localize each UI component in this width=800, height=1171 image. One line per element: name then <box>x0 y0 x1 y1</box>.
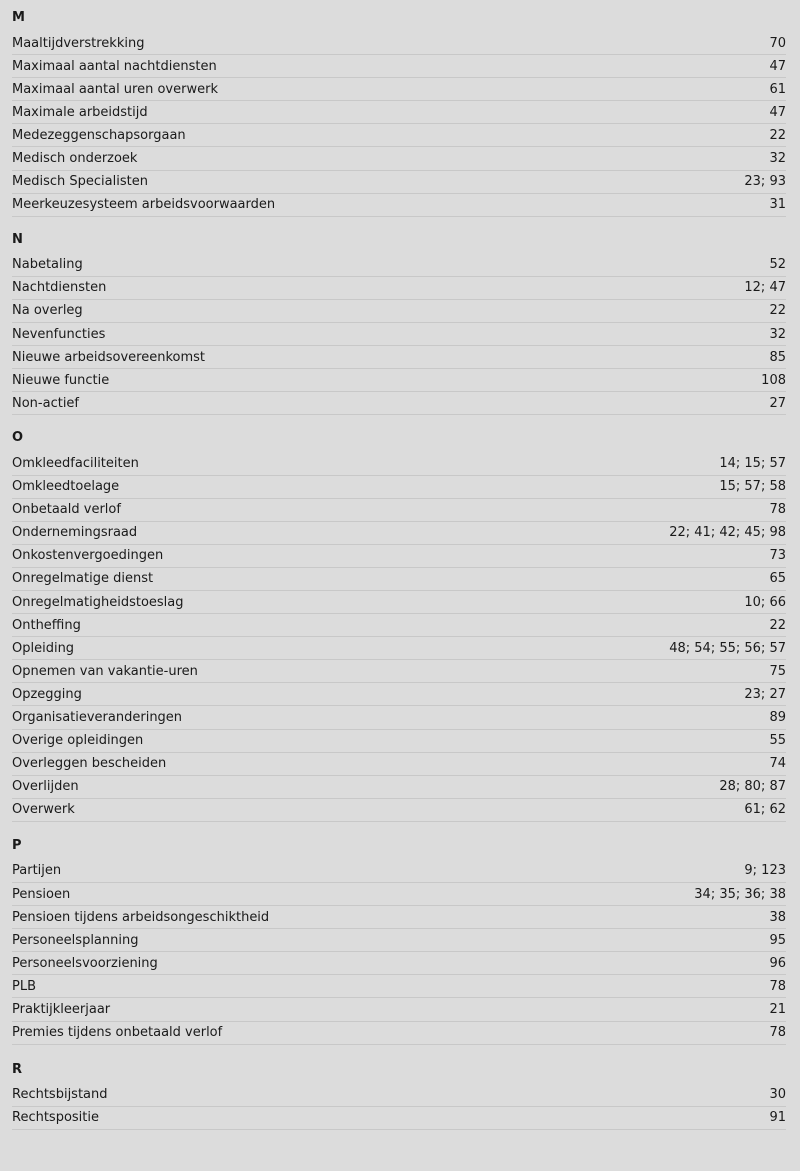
index-entry <box>12 929 786 952</box>
entry-term: Personeelsvoorziening <box>12 955 158 971</box>
entry-pages: 85 <box>769 349 786 365</box>
index-entry <box>12 101 786 124</box>
entry-pages: 22 <box>769 303 786 319</box>
entry-term: Meerkeuzesysteem arbeidsvoorwaarden <box>12 197 276 213</box>
entry-pages: 23; 93 <box>744 174 786 190</box>
index-entry <box>12 171 786 194</box>
entry-term: Onkostenvergoedingen <box>12 548 164 564</box>
section-letter: P <box>12 837 22 853</box>
entry-pages: 30 <box>769 1087 786 1103</box>
entry-term: Overleggen bescheiden <box>12 756 167 772</box>
index-entry <box>12 369 786 392</box>
entry-pages: 12; 47 <box>744 280 786 296</box>
entry-pages: 75 <box>769 663 786 679</box>
index-entry <box>12 1084 786 1107</box>
entry-term: Nieuwe arbeidsovereenkomst <box>12 349 206 365</box>
index-entry <box>12 346 786 369</box>
entry-term: Omkleedfaciliteiten <box>12 455 139 471</box>
entry-pages: 10; 66 <box>744 594 786 610</box>
entry-pages: 89 <box>769 709 786 725</box>
entry-pages: 95 <box>769 932 786 948</box>
entry-term: Partijen <box>12 863 62 879</box>
index-entry <box>12 1022 786 1045</box>
entry-term: Overwerk <box>12 802 75 818</box>
index-entry <box>12 194 786 217</box>
entry-pages: 9; 123 <box>744 863 786 879</box>
entry-term: Overige opleidingen <box>12 733 144 749</box>
index-entry <box>12 78 786 101</box>
entry-term: Organisatieveranderingen <box>12 709 183 725</box>
entry-term: Nevenfuncties <box>12 326 106 342</box>
entry-pages: 55 <box>769 733 786 749</box>
index-entry <box>12 706 786 729</box>
index-entry <box>12 392 786 415</box>
index-entry <box>12 683 786 706</box>
entry-pages: 22 <box>769 617 786 633</box>
index-entry <box>12 883 786 906</box>
entry-term: Premies tijdens onbetaald verlof <box>12 1025 223 1041</box>
entry-term: Personeelsplanning <box>12 932 139 948</box>
index-entry <box>12 952 786 975</box>
entry-pages: 28; 80; 87 <box>719 779 786 795</box>
index-entry <box>12 452 786 475</box>
entry-pages: 22 <box>769 127 786 143</box>
index-entry <box>12 277 786 300</box>
index-entry <box>12 753 786 776</box>
index-entry <box>12 254 786 277</box>
index-entry <box>12 660 786 683</box>
index-entry <box>12 476 786 499</box>
index-entry <box>12 522 786 545</box>
index-section-o <box>12 429 786 822</box>
index-entry <box>12 614 786 637</box>
index-entry <box>12 591 786 614</box>
entry-term: Medezeggenschapsorgaan <box>12 127 186 143</box>
entry-pages: 61; 62 <box>744 802 786 818</box>
entry-pages: 73 <box>769 548 786 564</box>
index-entry <box>12 730 786 753</box>
index-entry <box>12 799 786 822</box>
index-entry <box>12 1107 786 1130</box>
entry-term: PLB <box>12 978 37 994</box>
entry-pages: 27 <box>769 395 786 411</box>
entry-pages: 48; 54; 55; 56; 57 <box>669 640 786 656</box>
entry-pages: 34; 35; 36; 38 <box>694 886 786 902</box>
entry-term: Nieuwe functie <box>12 372 110 388</box>
entry-term: Onregelmatige dienst <box>12 571 154 587</box>
index-entry <box>12 147 786 170</box>
entry-term: Non-actief <box>12 395 80 411</box>
entry-pages: 70 <box>769 35 786 51</box>
entry-term: Omkleedtoelage <box>12 479 120 495</box>
entry-term: Rechtsbijstand <box>12 1087 108 1103</box>
index-entry <box>12 323 786 346</box>
entry-pages: 31 <box>769 197 786 213</box>
entry-term: Pensioen <box>12 886 71 902</box>
index-entry <box>12 568 786 591</box>
section-letter: R <box>12 1061 23 1077</box>
section-letter: O <box>12 430 24 446</box>
entry-pages: 74 <box>769 756 786 772</box>
entry-pages: 32 <box>769 151 786 167</box>
entry-pages: 47 <box>769 58 786 74</box>
entry-term: Nabetaling <box>12 257 83 273</box>
entry-pages: 52 <box>769 257 786 273</box>
entry-pages: 14; 15; 57 <box>719 455 786 471</box>
index-section-n <box>12 231 786 416</box>
entry-pages: 78 <box>769 978 786 994</box>
entry-pages: 78 <box>769 502 786 518</box>
index-section-m <box>12 9 786 217</box>
entry-pages: 21 <box>769 1002 786 1018</box>
index-list <box>12 0 786 1130</box>
section-letter: M <box>12 10 25 25</box>
index-entry <box>12 637 786 660</box>
index-entry <box>12 860 786 883</box>
entry-pages: 23; 27 <box>744 686 786 702</box>
entry-pages: 38 <box>769 909 786 925</box>
entry-pages: 15; 57; 58 <box>719 479 786 495</box>
entry-term: Opleiding <box>12 640 75 656</box>
index-section-p <box>12 837 786 1045</box>
entry-term: Ondernemingsraad <box>12 525 138 541</box>
entry-pages: 78 <box>769 1025 786 1041</box>
entry-term: Overlijden <box>12 779 79 795</box>
section-letter: N <box>12 231 23 247</box>
entry-pages: 61 <box>769 81 786 97</box>
entry-pages: 32 <box>769 326 786 342</box>
entry-pages: 22; 41; 42; 45; 98 <box>669 525 786 541</box>
entry-term: Medisch onderzoek <box>12 151 138 167</box>
entry-term: Maximale arbeidstijd <box>12 104 148 120</box>
entry-term: Ontheffing <box>12 617 81 633</box>
entry-term: Maximaal aantal nachtdiensten <box>12 58 217 74</box>
index-section-r <box>12 1061 786 1130</box>
index-entry <box>12 776 786 799</box>
index-entry <box>12 55 786 78</box>
entry-term: Na overleg <box>12 303 83 319</box>
index-entry <box>12 545 786 568</box>
entry-term: Maximaal aantal uren overwerk <box>12 81 218 97</box>
entry-pages: 65 <box>769 571 786 587</box>
index-entry <box>12 499 786 522</box>
entry-term: Onbetaald verlof <box>12 502 121 518</box>
index-entry <box>12 300 786 323</box>
index-entry <box>12 906 786 929</box>
entry-pages: 96 <box>769 955 786 971</box>
entry-pages: 91 <box>769 1110 786 1126</box>
entry-term: Praktijkleerjaar <box>12 1002 111 1018</box>
entry-term: Opnemen van vakantie-uren <box>12 663 198 679</box>
index-entry <box>12 32 786 55</box>
entry-term: Pensioen tijdens arbeidsongeschiktheid <box>12 909 270 925</box>
entry-term: Nachtdiensten <box>12 280 107 296</box>
entry-term: Opzegging <box>12 686 82 702</box>
entry-term: Maaltijdverstrekking <box>12 35 145 51</box>
entry-pages: 108 <box>761 372 786 388</box>
index-entry <box>12 124 786 147</box>
entry-term: Medisch Specialisten <box>12 174 148 190</box>
entry-term: Rechtspositie <box>12 1110 100 1126</box>
index-entry <box>12 975 786 998</box>
index-entry <box>12 998 786 1021</box>
entry-term: Onregelmatigheidstoeslag <box>12 594 184 610</box>
entry-pages: 47 <box>769 104 786 120</box>
